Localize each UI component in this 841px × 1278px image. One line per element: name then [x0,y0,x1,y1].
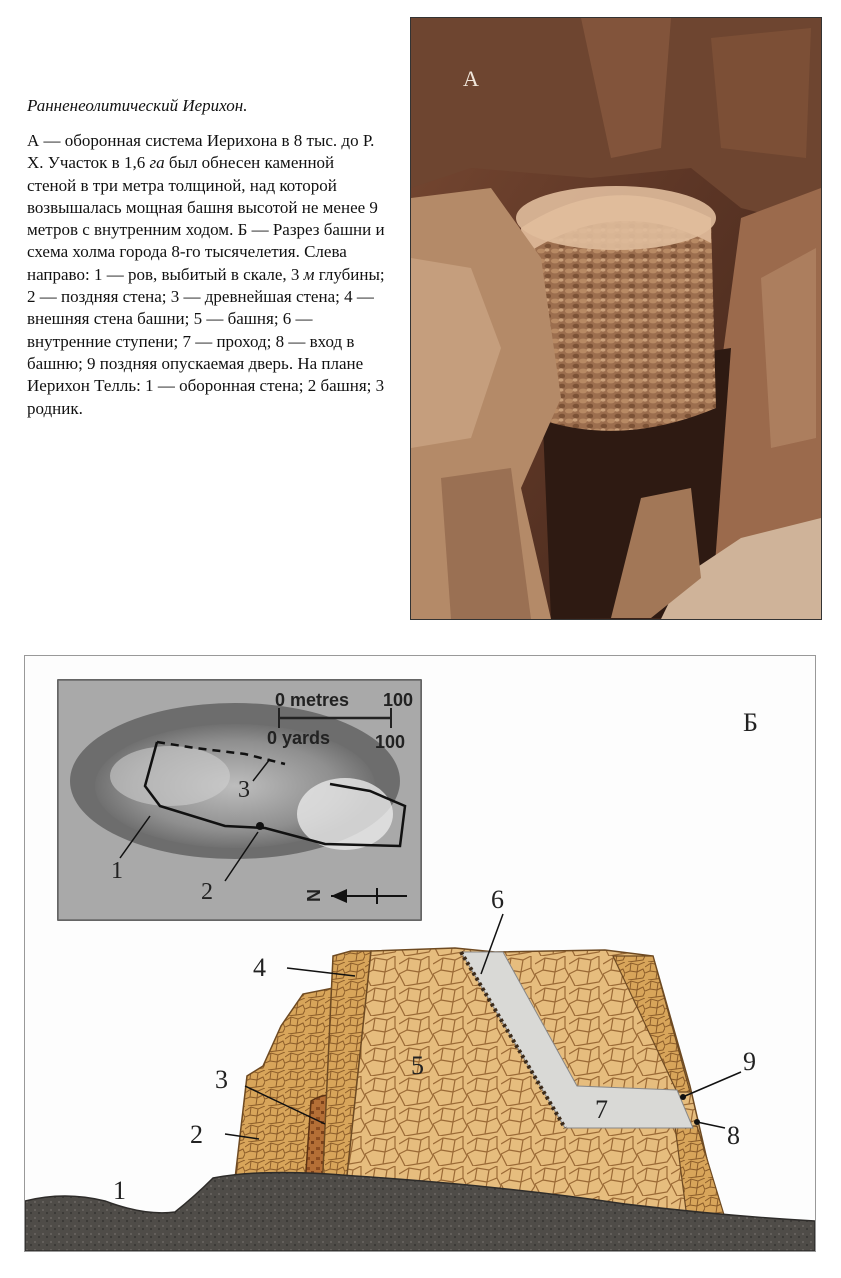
caption [27,96,387,420]
caption-text-1: А — оборонная система Иерихона в 8 тыс. до Р. Х. Участок в 1,6 [27,131,375,173]
photo-label: А [463,66,479,91]
photo-jericho-tower [410,17,822,620]
scale-yards-max: 100 [375,732,406,752]
caption-text-3: глубины; 2 — поздняя стена; 3 — древнейшая стена; 4 — внешняя стена башни; 5 — башня; 6 — внутренние ступени; 7 — проход; 8 — вход в башню; 9 поздняя опускаемая дверь. На плане Иерихон Телль: 1 — оборонная стена; 2 башня; 3 родник. [27,264,385,418]
scale-yards-label: 0 yards [267,728,331,748]
tower-5 [343,948,720,1216]
north-label: N [304,889,324,902]
scale-metres-max: 100 [383,690,414,710]
caption-unit-m: м [303,264,315,284]
section-label-9: 9 [743,1047,756,1076]
site-plan-map [58,680,421,920]
section-label-8: 8 [727,1121,740,1150]
photo-illustration [411,18,821,619]
caption-body [27,130,387,420]
diagram-label: Б [743,708,758,737]
section-label-3: 3 [215,1065,228,1094]
section-label-2: 2 [190,1120,203,1149]
caption-unit-ga: га [149,153,165,173]
section-label-4: 4 [253,953,266,982]
section-label-6: 6 [491,885,504,914]
caption-text-2: был обнесен каменной стеной в три метра толщиной, над которой возвышалась мощная башня высотой не менее 9 метров с внутренним ходом. Б — Разрез башни и схема холма города 8-го тысячелетия. Слева направо: 1 — ров, выбитый в скале, 3 [27,153,385,284]
tower-cross-section [25,885,815,1251]
diagram-tower-section [24,655,816,1252]
section-label-5: 5 [411,1051,424,1080]
map-label-2: 2 [201,879,213,905]
map-label-1: 1 [111,858,123,884]
caption-title: Ранненеолитический Иерихон. [27,96,248,115]
diagram-svg [25,656,815,1251]
map-label-3: 3 [238,777,250,803]
scale-metres-label: 0 metres [275,690,350,710]
section-label-7: 7 [595,1095,608,1124]
section-label-1: 1 [113,1176,126,1205]
